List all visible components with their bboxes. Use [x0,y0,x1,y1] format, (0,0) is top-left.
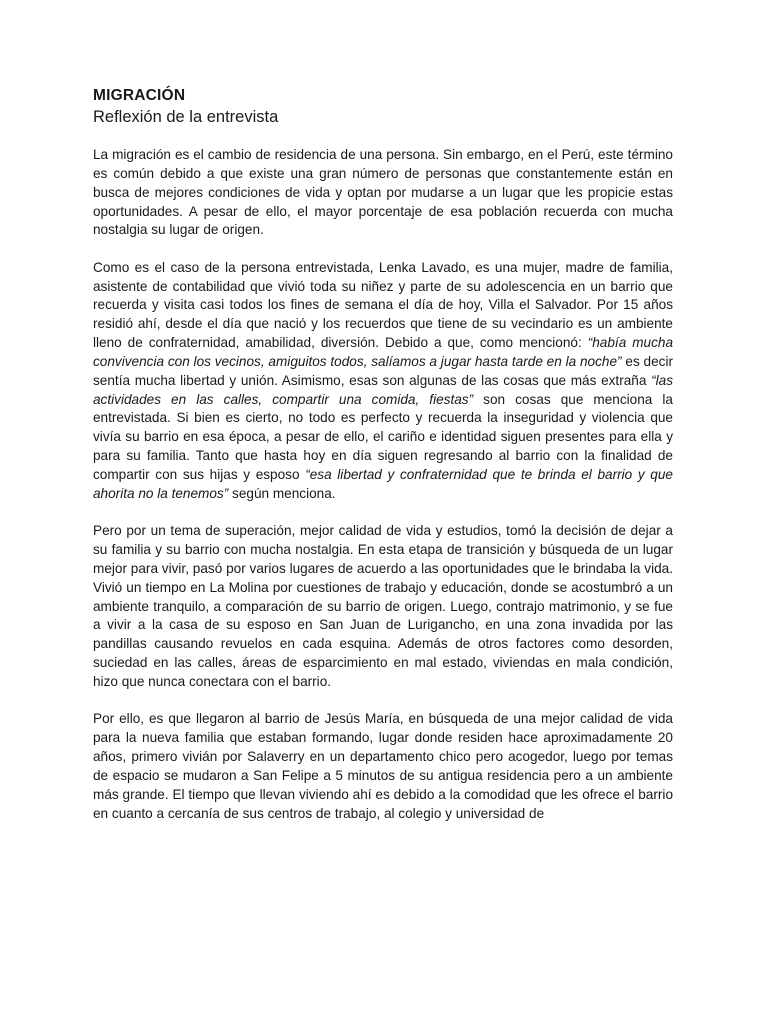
body-text: Pero por un tema de superación, mejor calidad de vida y estudios, tomó la decisión de dejar a su familia y su barrio con mucha nostalgia. En esta etapa de transición y búsqueda de un lugar mejor para vivir, pasó por varios lugares de acuerdo a las oportunidades que le brindaba la vida. Vivió un tiempo en La Molina por cuestiones de trabajo y educación, donde se acostumbró a un ambiente tranquilo, a comparación de su barrio de origen. Luego, contrajo matrimonio, y se fue a vivir a la casa de su esposo en San Juan de Lurigancho, en una zona invadida por las pandillas causando revuelos en cada esquina. Además de otros factores como desorden, suciedad en las calles, áreas de esparcimiento en mal estado, viviendas en mala condición, hizo que nunca conectara con el barrio. [93,523,673,689]
body-text: es decir sentía mucha libertad y unión. Asimismo, esas son algunas de las cosas que más extraña [93,353,674,388]
paragraph-transition [93,522,673,692]
quote-text: “esa libertad y confraternidad que te brinda el barrio y que ahorita no la tenemos” [93,467,673,501]
document-page [93,86,673,842]
document-title: MIGRACIÓN [93,87,186,104]
paragraph-intro [93,146,673,240]
body-text: La migración es el cambio de residencia de una persona. Sin embargo, en el Perú, este término es común debido a que existe una gran número de personas que constantemente están en busca de mejores condiciones de vida y optan por mudarse a un lugar que les propicie estas oportunidades. A pesar de ello, el mayor porcentaje de esa población recuerda con mucha nostalgia su lugar de origen. [93,147,673,238]
paragraph-jesus-maria [93,710,673,823]
paragraph-interviewee [93,259,673,504]
quote-text: “las actividades en las calles, compartir una comida, fiestas” [93,372,673,407]
body-text: según menciona. [228,485,336,501]
body-text: son cosas que menciona la entrevistada. Si bien es cierto, no todo es perfecto y recuerda la inseguridad y violencia que vivía su barrio en esa época, a pesar de ello, el cariño e identidad siguen presentes para ella y para su familia. Tanto que hasta hoy en día siguen regresando al barrio con la finalidad de compartir con sus hijas y esposo [93,391,673,482]
body-text: Como es el caso de la persona entrevistada, Lenka Lavado, es una mujer, madre de familia, asistente de contabilidad que vivió toda su niñez y parte de su adolescencia en un barrio que recuerda y visita casi todos los fines de semana el día de hoy, Villa el Salvador. Por 15 años residió ahí, desde el día que nació y los recuerdos que tiene de su vecindario es un ambiente lleno de confraternidad, amabilidad, diversión. Debido a que, como mencionó: [93,259,673,351]
quote-text: “había mucha convivencia con los vecinos, amiguitos todos, salíamos a jugar hasta tarde en la noche” [93,335,674,369]
document-subtitle: Reflexión de la entrevista [93,108,279,126]
body-text: Por ello, es que llegaron al barrio de Jesús María, en búsqueda de una mejor calidad de vida para la nueva familia que estaban formando, lugar donde residen hace aproximadamente 20 años, primero vivián por Salaverry en un departamento chico pero acogedor, luego por temas de espacio se mudaron a San Felipe a 5 minutos de su antigua residencia pero a un ambiente más grande. El tiempo que llevan viviendo ahí es debido a la comodidad que les ofrece el barrio en cuanto a cercanía de sus centros de trabajo, al colegio y universidad de [93,711,673,821]
